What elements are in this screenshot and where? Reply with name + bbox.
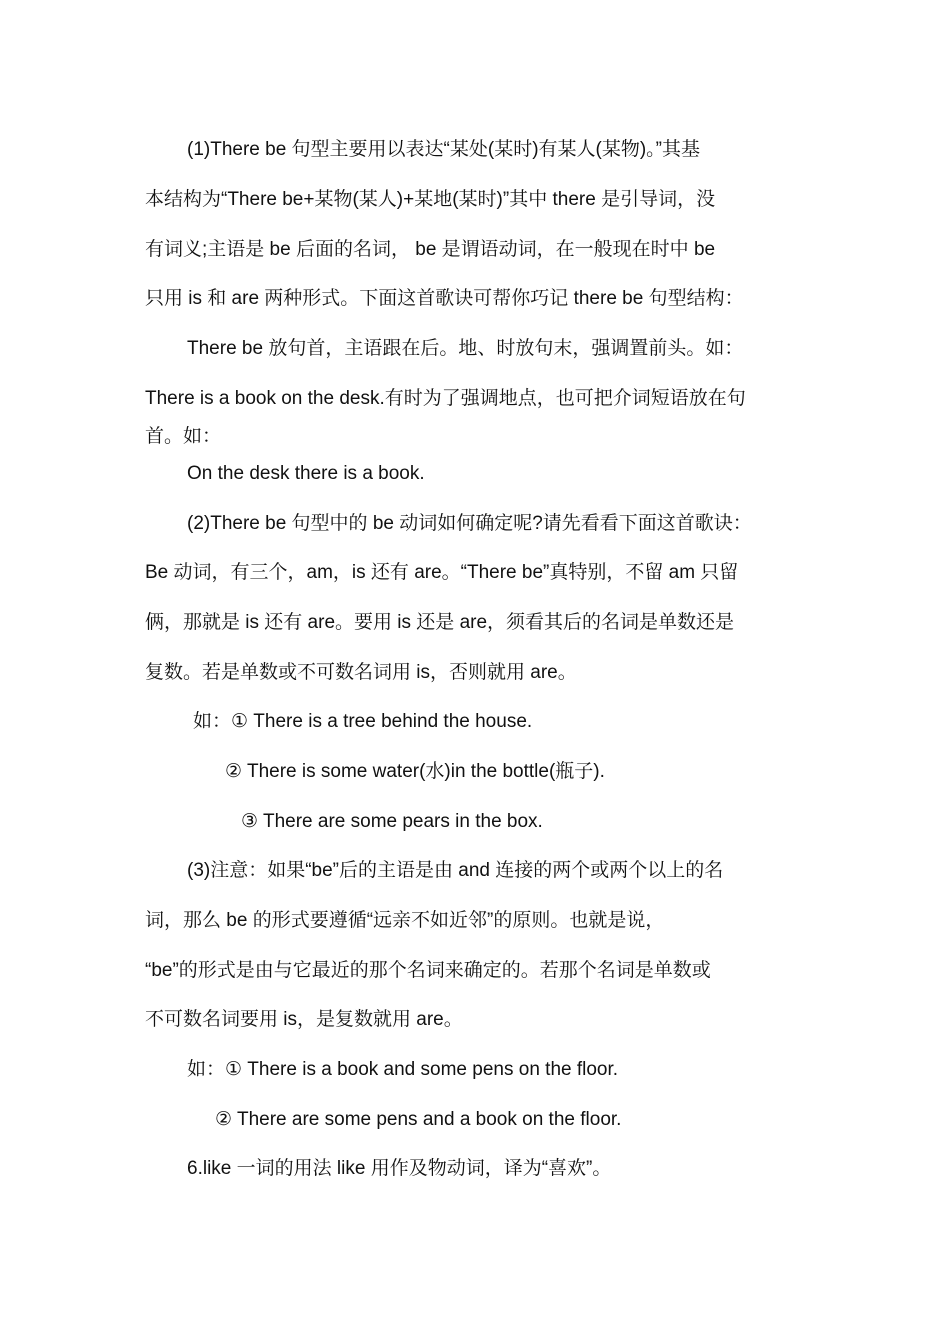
text-line: ② There are some pens and a book on the floor. (215, 1109, 622, 1130)
text-line: 不可数名词要用 is，是复数就用 are。 (145, 1009, 463, 1030)
text-line: On the desk there is a book. (187, 463, 425, 484)
text-line: (2)There be 句型中的 be 动词如何确定呢?请先看看下面这首歌诀： (187, 513, 752, 534)
text-line: 如：① There is a tree behind the house. (193, 711, 533, 732)
text-line: 俩，那就是 is 还有 are。要用 is 还是 are，须看其后的名词是单数还是 (145, 612, 735, 633)
text-line: 如：① There is a book and some pens on the floor. (187, 1059, 619, 1080)
text-line: ② There is some water(水)in the bottle(瓶子). (225, 761, 605, 782)
text-line: 词，那么 be 的形式要遵循“远亲不如近邻”的原则。也就是说， (145, 910, 665, 931)
text-line: “be”的形式是由与它最近的那个名词来确定的。若那个名词是单数或 (145, 960, 711, 981)
text-line: 6.like 一词的用法 like 用作及物动词，译为“喜欢”。 (187, 1158, 612, 1179)
text-line: There is a book on the desk.有时为了强调地点，也可把介词短语放在句 (145, 388, 746, 409)
text-line: (3)注意：如果“be”后的主语是由 and 连接的两个或两个以上的名 (187, 860, 724, 881)
text-line: There be 放句首，主语跟在后。地、时放句末，强调置前头。如： (187, 338, 744, 359)
text-line: 本结构为“There be+某物(某人)+某地(某时)”其中 there 是引导词，没 (145, 189, 716, 210)
text-line: (1)There be 句型主要用以表达“某处(某时)有某人(某物)。”其基 (187, 139, 701, 160)
text-line: 复数。若是单数或不可数名词用 is，否则就用 are。 (145, 662, 577, 683)
text-line: Be 动词，有三个，am，is 还有 are。“There be”真特别，不留 am 只留 (145, 562, 739, 583)
text-line: ③ There are some pears in the box. (241, 811, 543, 832)
text-line: 只用 is 和 are 两种形式。下面这首歌诀可帮你巧记 there be 句型结构： (145, 288, 744, 309)
text-line: 有词义;主语是 be 后面的名词， be 是谓语动词，在一般现在时中 be (145, 239, 716, 260)
text-line: 首。如： (145, 426, 222, 447)
